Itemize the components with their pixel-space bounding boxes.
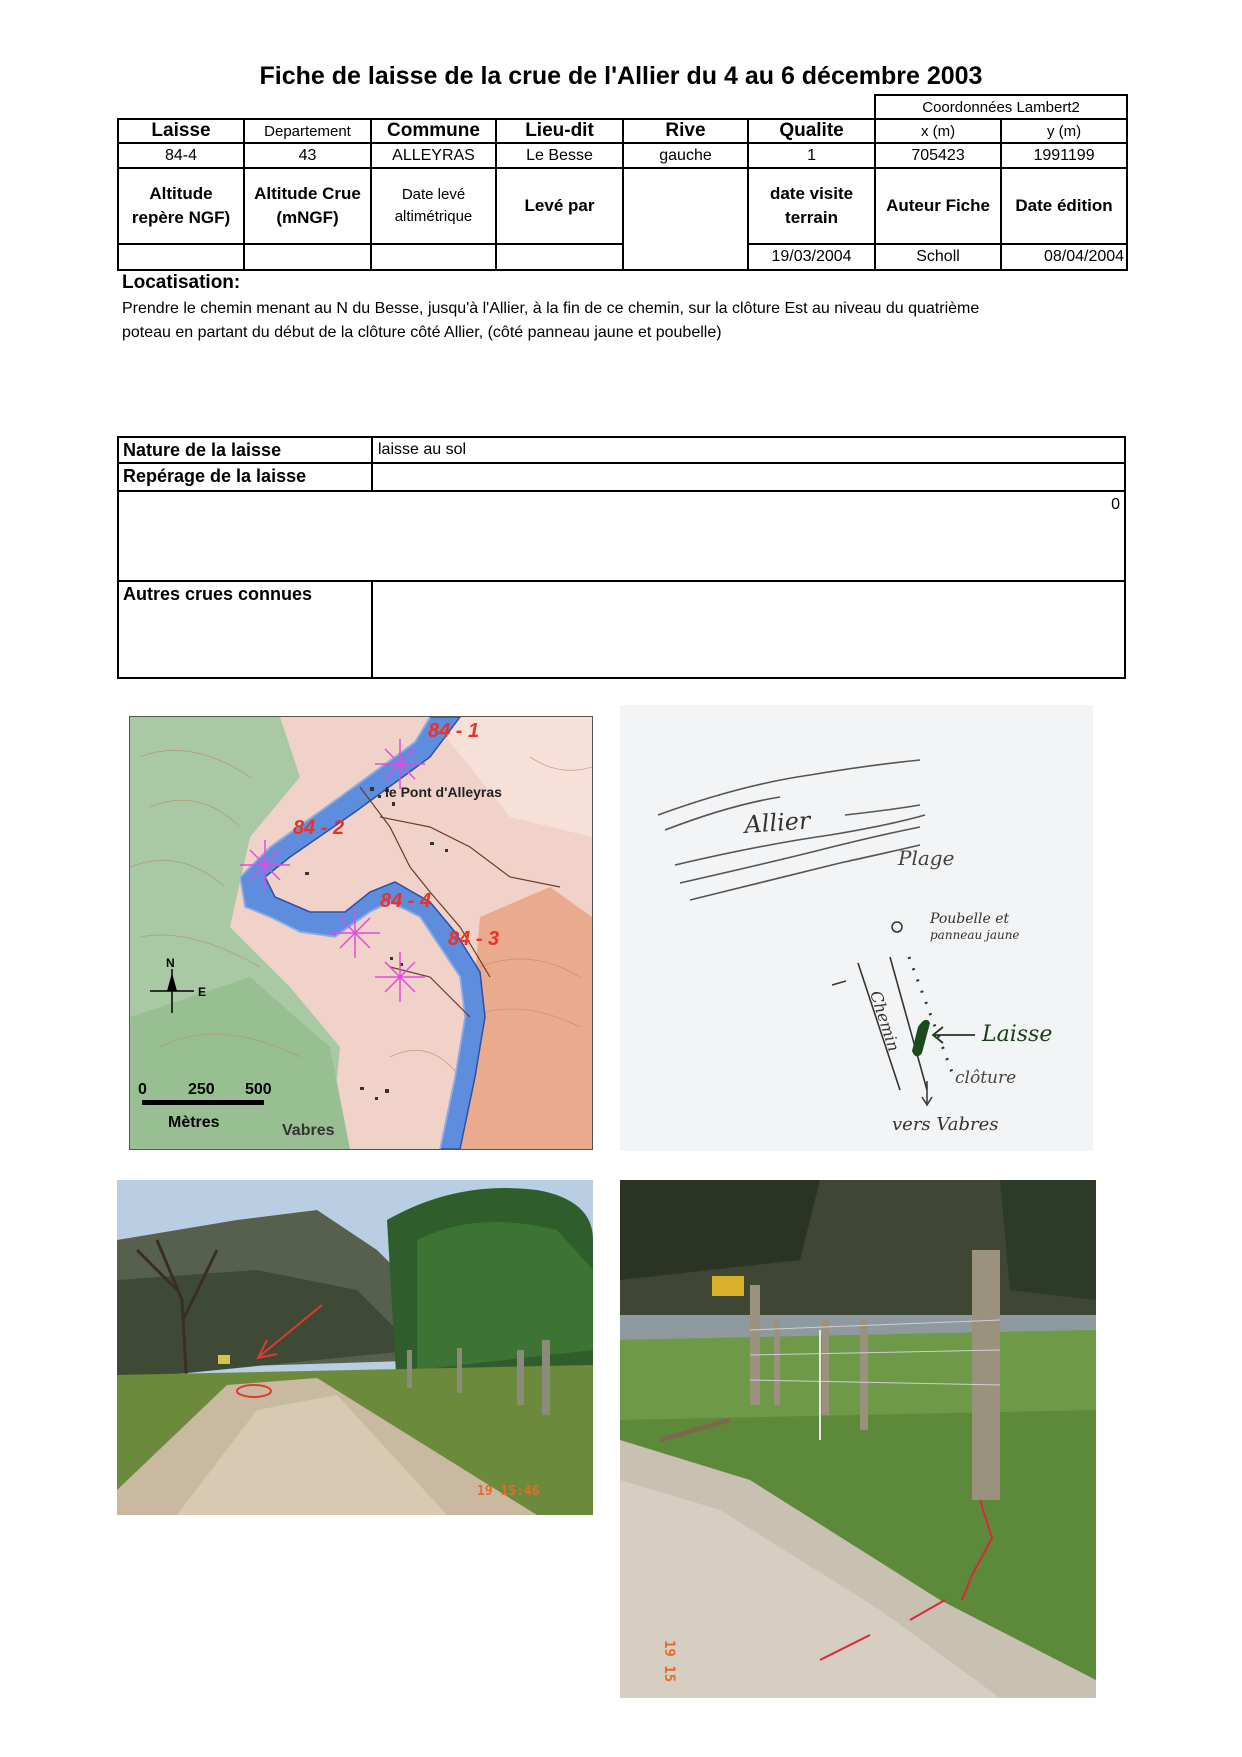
altitude-repere-header xyxy=(118,168,244,244)
auteur-fiche-header: Auteur Fiche xyxy=(875,168,1001,244)
scale-label-250: 250 xyxy=(188,1081,215,1098)
x-header: x (m) xyxy=(875,119,1001,143)
header-table xyxy=(117,94,1128,271)
altitude-repere-line2: repère NGF) xyxy=(131,208,231,227)
sketch-label-poubelle-1: Poubelle et xyxy=(930,911,1010,927)
date-edition-value: 08/04/2004 xyxy=(1001,244,1127,270)
laisse-value: 84-4 xyxy=(118,143,244,168)
sketch-label-cloture: clôture xyxy=(955,1068,1017,1088)
altitude-repere-value xyxy=(118,244,244,270)
lieu-dit-header: Lieu-dit xyxy=(496,119,623,143)
localisation-text xyxy=(122,297,1112,345)
scale-label-500: 500 xyxy=(245,1081,272,1098)
auteur-fiche-value: Scholl xyxy=(875,244,1001,270)
sketch-label-plage: Plage xyxy=(898,846,955,870)
leve-par-value xyxy=(496,244,623,270)
y-header: y (m) xyxy=(1001,119,1127,143)
sketch-label-laisse: Laisse xyxy=(982,1022,1053,1047)
localisation-line2: poteau en partant du début de la clôture côté Allier, (côté panneau jaune et poubelle) xyxy=(122,324,722,341)
autres-crues-row xyxy=(117,580,1126,679)
laisse-header: Laisse xyxy=(118,119,244,143)
rive-value: gauche xyxy=(623,143,748,168)
nature-divider xyxy=(371,438,373,462)
nature-row xyxy=(117,436,1126,464)
date-leve-value xyxy=(371,244,496,270)
date-visite-value: 19/03/2004 xyxy=(748,244,875,270)
reperage-divider xyxy=(371,464,373,490)
site-photo-fence xyxy=(620,1180,1096,1698)
altitude-crue-line1: Altitude Crue xyxy=(254,184,361,203)
sketch-label-chemin: Chemin xyxy=(866,988,904,1054)
commune-header: Commune xyxy=(371,119,496,143)
sketch-label-allier: Allier xyxy=(743,806,812,839)
leve-par-header: Levé par xyxy=(496,168,623,244)
altitude-repere-line1: Altitude xyxy=(149,184,213,203)
sketch-label-vers-vabres: vers Vabres xyxy=(892,1114,999,1135)
compass-north-label: N xyxy=(166,956,175,970)
qualite-header: Qualite xyxy=(748,119,875,143)
scale-unit-label: Mètres xyxy=(168,1114,220,1131)
date-leve-line2: altimétrique xyxy=(394,208,473,225)
departement-header: Departement xyxy=(244,119,371,143)
scale-label-0: 0 xyxy=(138,1081,147,1098)
date-visite-line1: date visite xyxy=(769,184,854,203)
x-value: 705423 xyxy=(875,143,1001,168)
localisation-label: Locatisation: xyxy=(122,272,241,293)
localisation-line1: Prendre le chemin menant au N du Besse, jusqu'à l'Allier, à la fin de ce chemin, sur la clôture Est au niveau du quatrième xyxy=(122,300,980,317)
map-place-pont: le Pont d'Alleyras xyxy=(385,784,502,800)
altitude-crue-value xyxy=(244,244,371,270)
sketch-label-poubelle-2: panneau jaune xyxy=(930,928,1020,942)
altitude-crue-line2: (mNGF) xyxy=(276,208,339,227)
map-label-84-1: 84 - 1 xyxy=(428,720,480,742)
reperage-label: Repérage de la laisse xyxy=(123,466,307,486)
location-sketch xyxy=(620,705,1093,1151)
reperage-number: 0 xyxy=(1111,496,1120,513)
commune-value: ALLEYRAS xyxy=(371,143,496,168)
lieu-dit-value: Le Besse xyxy=(496,143,623,168)
y-value: 1991199 xyxy=(1001,143,1127,168)
map-place-vabres: Vabres xyxy=(282,1122,335,1139)
page-title: Fiche de laisse de la crue de l'Allier du 4 au 6 décembre 2003 xyxy=(259,62,983,90)
compass-east-label: E xyxy=(198,985,207,999)
date-edition-header: Date édition xyxy=(1001,168,1127,244)
reperage-description-box xyxy=(117,490,1126,582)
date-leve-line1: Date levé xyxy=(401,186,466,203)
departement-value: 43 xyxy=(244,143,371,168)
coordinates-group-header: Coordonnées Lambert2 xyxy=(875,95,1127,119)
date-leve-header xyxy=(371,168,496,244)
altitude-crue-header xyxy=(244,168,371,244)
site-photo-path xyxy=(117,1180,593,1515)
date-visite-header xyxy=(748,168,875,244)
date-visite-line2: terrain xyxy=(785,208,838,227)
nature-label: Nature de la laisse xyxy=(123,440,282,460)
blank-merged-cell xyxy=(623,168,748,270)
autres-crues-label: Autres crues connues xyxy=(123,584,313,604)
map-label-84-4: 84 - 4 xyxy=(380,890,432,912)
reperage-row xyxy=(117,462,1126,492)
qualite-value: 1 xyxy=(748,143,875,168)
autres-crues-divider xyxy=(371,582,373,677)
rive-header: Rive xyxy=(623,119,748,143)
topographic-map xyxy=(129,716,593,1150)
photo2-timestamp: 19 15 xyxy=(661,1640,677,1683)
nature-value: laisse au sol xyxy=(378,441,467,458)
photo1-timestamp: 19 15:46 xyxy=(477,1484,540,1499)
map-label-84-2: 84 - 2 xyxy=(293,817,345,839)
map-label-84-3: 84 - 3 xyxy=(448,928,500,950)
